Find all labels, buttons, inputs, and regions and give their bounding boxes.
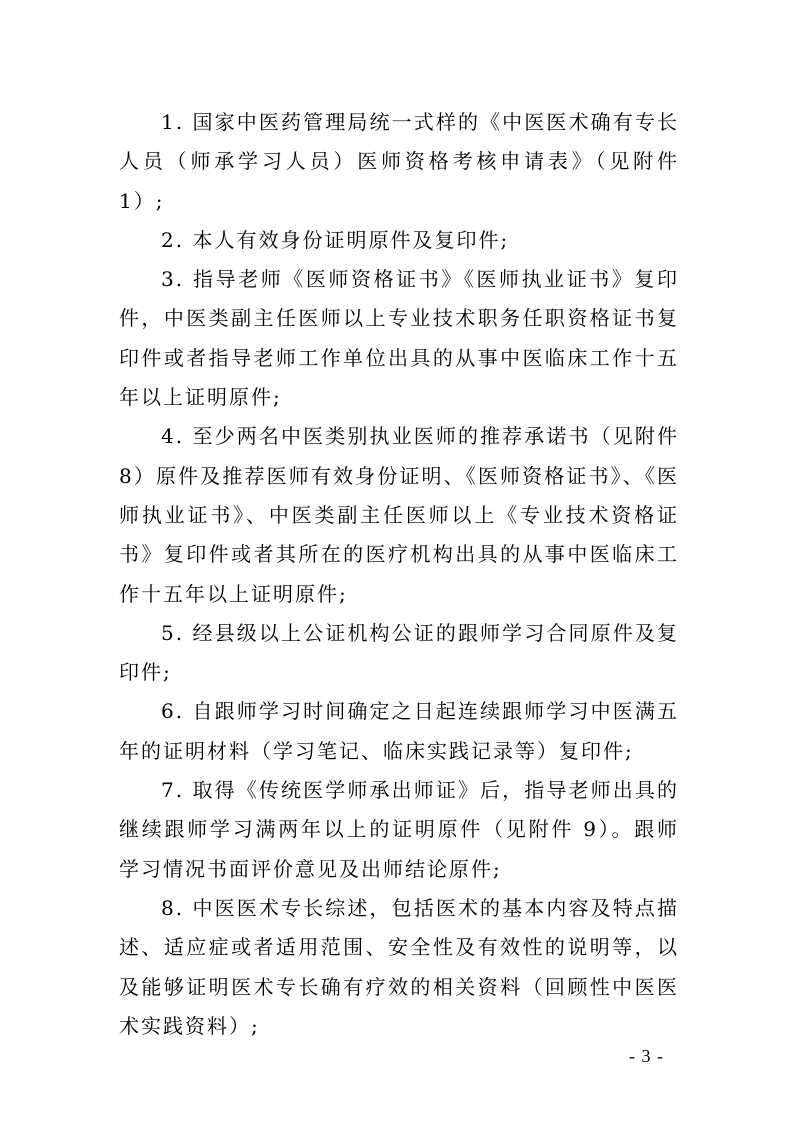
list-item-1: 1. 国家中医药管理局统一式样的《中医医术确有专长人员（师承学习人员）医师资格考核申请表》（见附件 1）; [119,110,679,213]
page-number: - 3 - [629,1046,664,1066]
list-item-6: 6. 自跟师学习时间确定之日起连续跟师学习中医满五年的证明材料（学习笔记、临床实践记录等）复印件; [119,699,679,763]
list-item-3: 3. 指导老师《医师资格证书》《医师执业证书》复印件，中医类副主任医师以上专业技术职务任职资格证书复印件或者指导老师工作单位出具的从事中医临床工作十五年以上证明原件; [119,267,679,410]
list-item-2: 2. 本人有效身份证明原件及复印件; [161,227,510,252]
list-item-4: 4. 至少两名中医类别执业医师的推荐承诺书（见附件 8）原件及推荐医师有效身份证明、《医师资格证书》、《医师执业证书》、中医类副主任医师以上《专业技术资格证书》复印件或者其所在的医疗机构出具的从事中医临床工作十五年以上证明原件; [119,424,679,606]
document-body [119,103,679,1046]
list-item-7: 7. 取得《传统医学师承出师证》后，指导老师出具的继续跟师学习满两年以上的证明原件（见附件 9）。跟师学习情况书面评价意见及出师结论原件; [119,778,679,881]
list-item-5: 5. 经县级以上公证机构公证的跟师学习合同原件及复印件; [119,620,679,685]
list-item-8: 8. 中医医术专长综述，包括医术的基本内容及特点描述、适应症或者适用范围、安全性及有效性的说明等，以及能够证明医术专长确有疗效的相关资料（回顾性中医医术实践资料）; [119,895,679,1038]
